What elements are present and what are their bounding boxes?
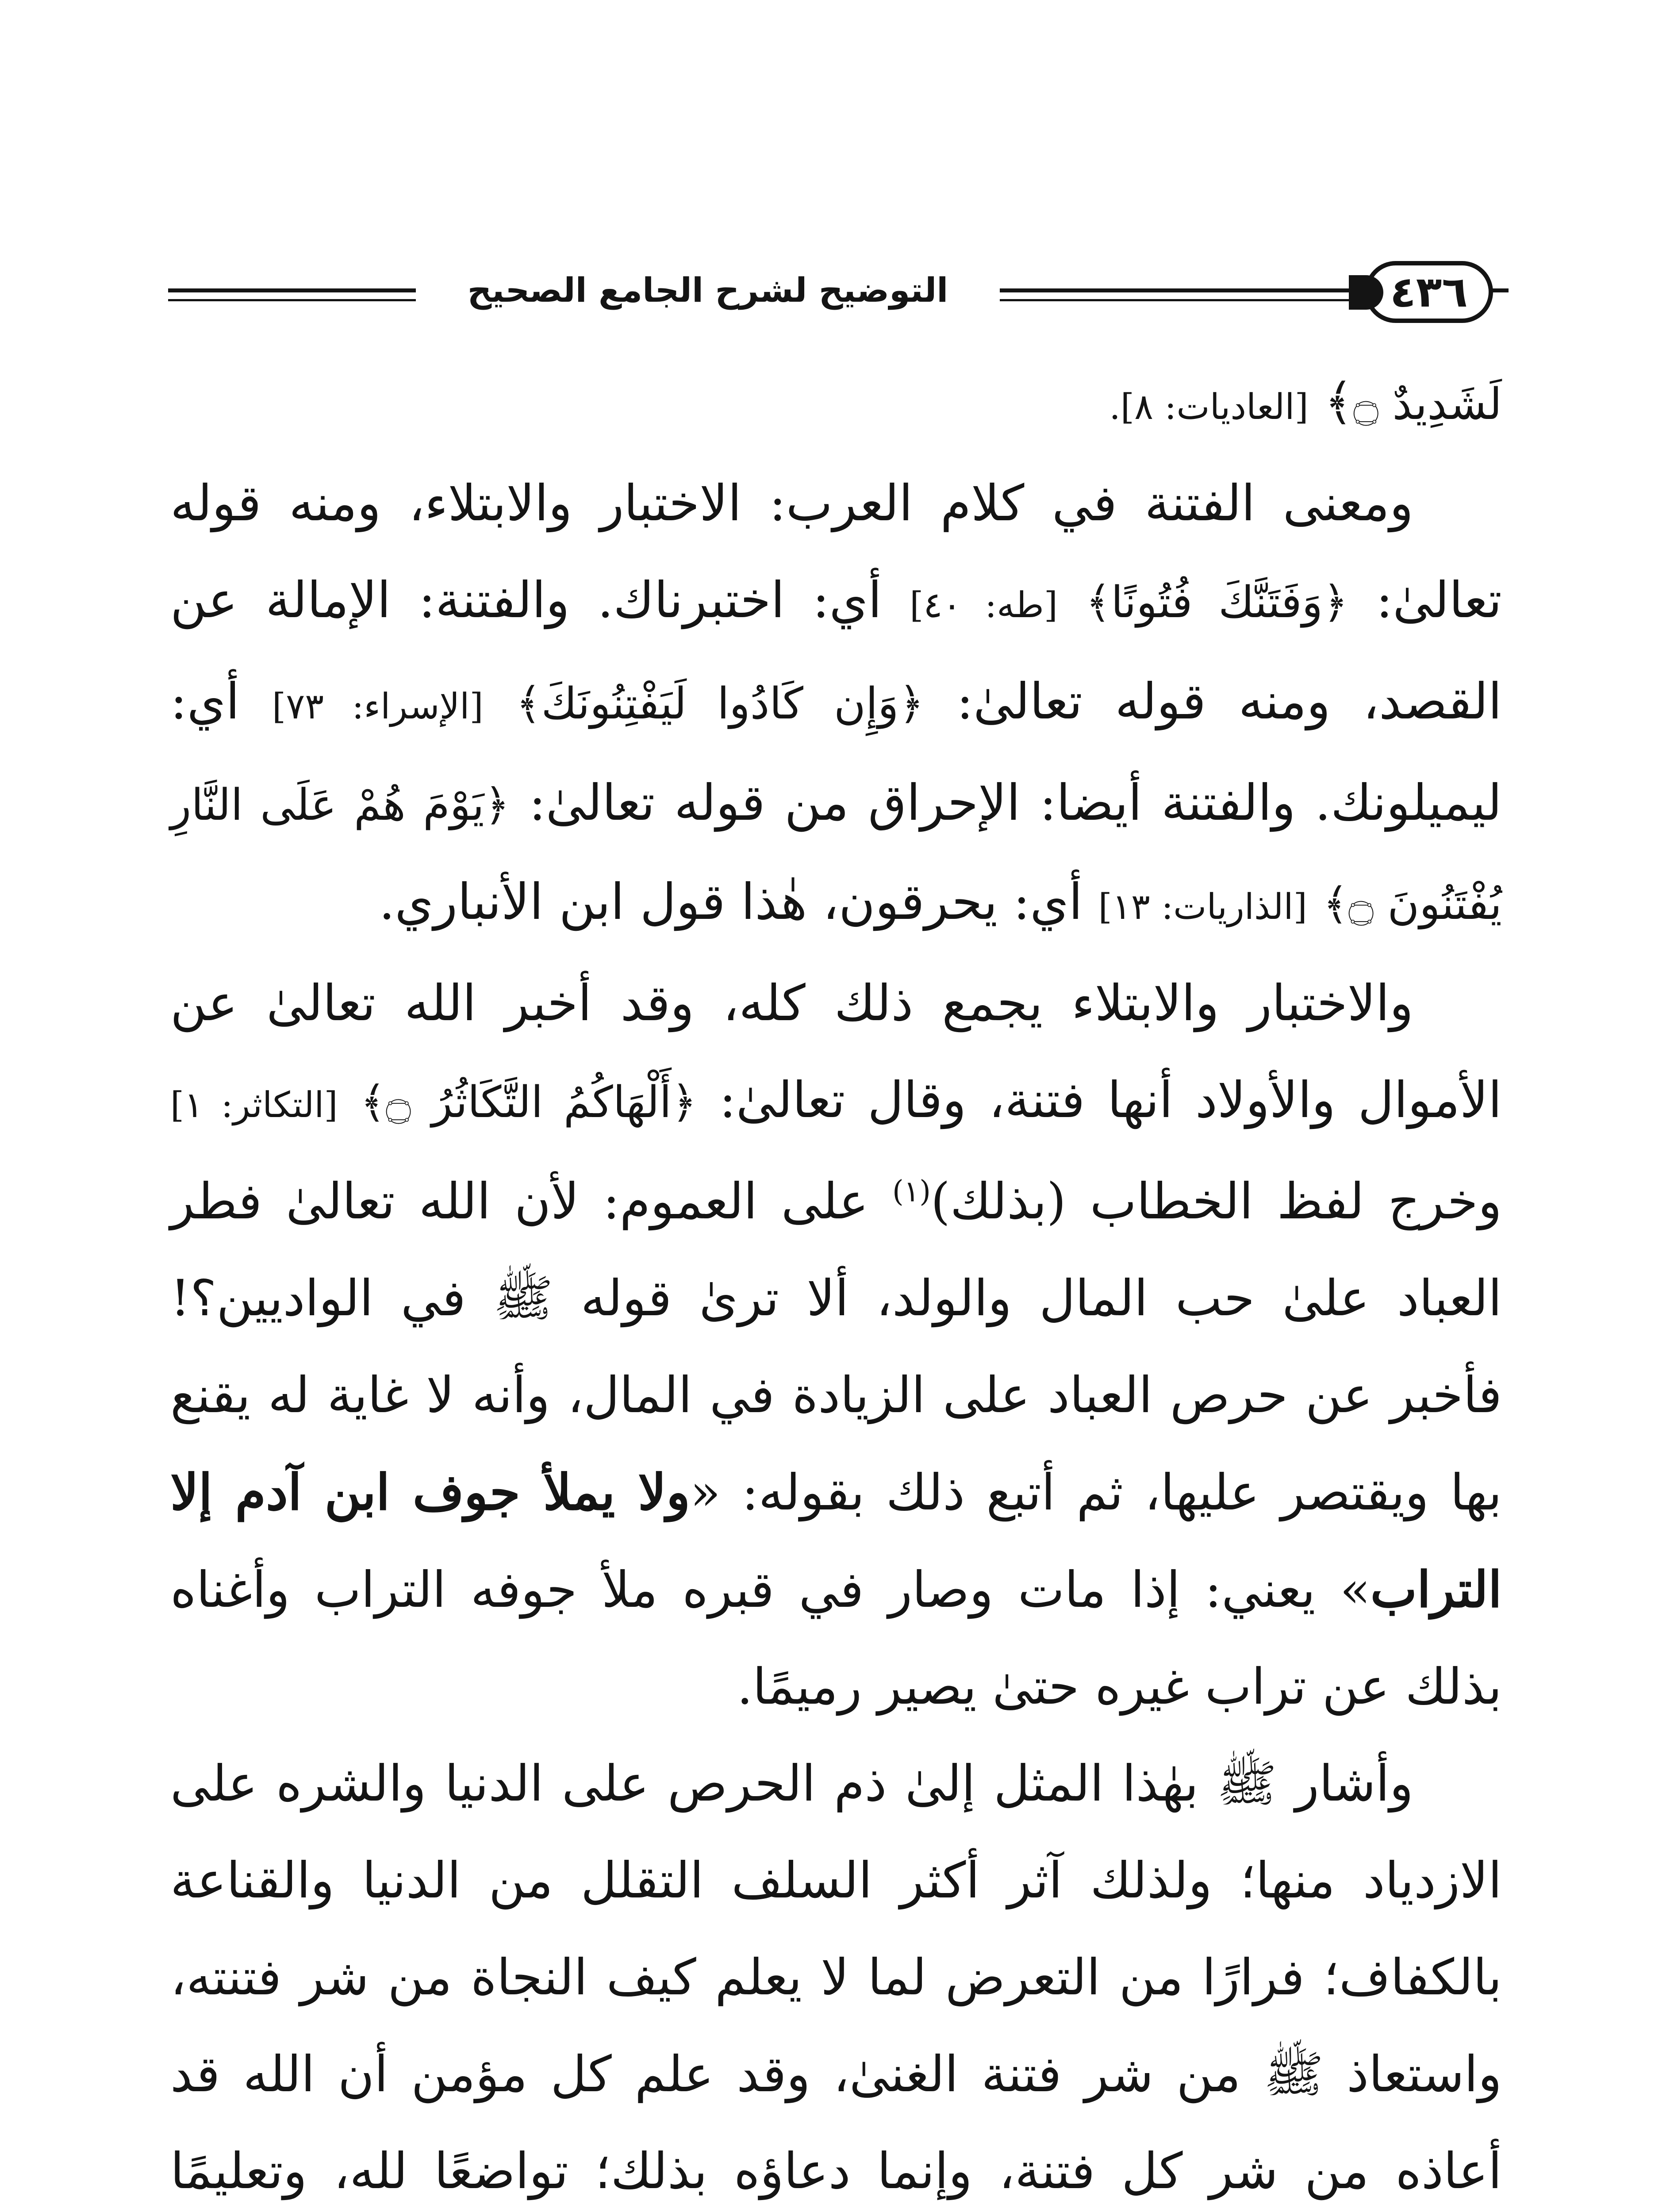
paragraph-2: [170, 455, 1502, 955]
paragraph-3: [170, 955, 1502, 1736]
header-rule-left-bottom: [168, 299, 416, 301]
paragraph-text: والاختبار والابتلاء يجمع ذلك كله، وقد أخبر الله تعالىٰ عن الأموال والأولاد أنها فتنة، وقال تعالىٰ:: [170, 975, 1502, 1129]
hadith-quote: ولا يملأ جوف ابن آدم إلا التراب: [170, 1463, 1502, 1619]
page-header: [168, 248, 1506, 336]
verse-reference: [طه: ٤٠]: [910, 584, 1058, 626]
header-rule-right-bottom: [1000, 299, 1371, 301]
quran-verse: ﴿يَوْمَ هُمْ عَلَى النَّارِ يُفْتَنُونَ ۝﴾: [170, 780, 1502, 929]
header-rule-edge: [1491, 288, 1509, 292]
quran-verse: ﴿وَإِن كَادُوا لَيَفْتِنُونَكَ﴾: [516, 679, 924, 729]
paragraph-4: [170, 1736, 1502, 2212]
paragraph-text: على العموم: لأن الله تعالىٰ فطر العباد علىٰ حب المال والولد، ألا ترىٰ قوله ﷺ في الواديين؟! فأخبر عن حرص العباد على الزيادة في المال، وأنه لا غاية له يقنع بها ويقتصر عليها، ثم أتبع ذلك بقوله: «: [170, 1173, 1502, 1521]
paragraph-text: أي: اختبرناك. والفتنة: الإمالة عن القصد، ومنه قوله تعالىٰ:: [170, 572, 1502, 730]
verse-reference: [العاديات: ٨].: [1109, 386, 1309, 427]
header-rule-right-top: [1000, 288, 1371, 292]
verse-reference: [الإسراء: ٧٣]: [272, 686, 484, 727]
quran-verse: ﴿وَفَتَنَّكَ فُتُونًا﴾: [1085, 577, 1348, 628]
paragraph-text: ومعنى الفتنة في كلام العرب: الاختبار والابتلاء، ومنه قوله تعالىٰ:: [170, 475, 1502, 629]
paragraph-text: أي: ليميلونك. والفتنة أيضا: الإحراق من قوله تعالىٰ:: [170, 673, 1502, 832]
header-rule-left-top: [168, 288, 416, 292]
running-title: التوضيح لشرح الجامع الصحيح: [434, 268, 982, 312]
quran-verse: لَشَدِيدٌ ۝: [1353, 379, 1502, 430]
paragraph-text: أي: يحرقون، هٰذا قول ابن الأنباري.: [379, 873, 1098, 931]
quran-verse: ﴿أَلْهَاكُمُ التَّكَاثُرُ ۝﴾: [360, 1077, 697, 1128]
paragraph-text: وخرج لفظ الخطاب (بذلك): [931, 1173, 1502, 1230]
paragraph-1: لَشَدِيدٌ ۝﴾ [العاديات: ٨].: [1109, 373, 1502, 431]
paragraph-text: وأشار ﷺ بهٰذا المثل إلىٰ ذم الحرص على الدنيا والشره على الازدياد منها؛ ولذلك آثر أكثر السلف التقلل من الدنيا والقناعة بالكفاف؛ فرارًا من التعرض لما لا يعلم كيف النجاة من شر فتنته، واستعاذ ﷺ من شر فتنة الغنىٰ، وقد علم كل مؤمن أن الله قد أعاذه من شر كل فتنة، وإنما دعاؤه بذلك؛ تواضعًا لله، وتعليمًا: [170, 1755, 1502, 2200]
page-number: ٤٣٦: [1365, 261, 1493, 323]
footnote-marker[interactable]: (١): [892, 1174, 931, 1209]
paragraph-text: » يعني: إذا مات وصار في قبره ملأ جوفه التراب وأغناه بذلك عن تراب غيره حتىٰ يصير رميمًا.: [170, 1561, 1502, 1716]
verse-reference: [التكاثر: ١]: [170, 1084, 338, 1125]
main-text: [170, 354, 1502, 2212]
verse-reference: [الذاريات: ١٣]: [1098, 886, 1307, 927]
